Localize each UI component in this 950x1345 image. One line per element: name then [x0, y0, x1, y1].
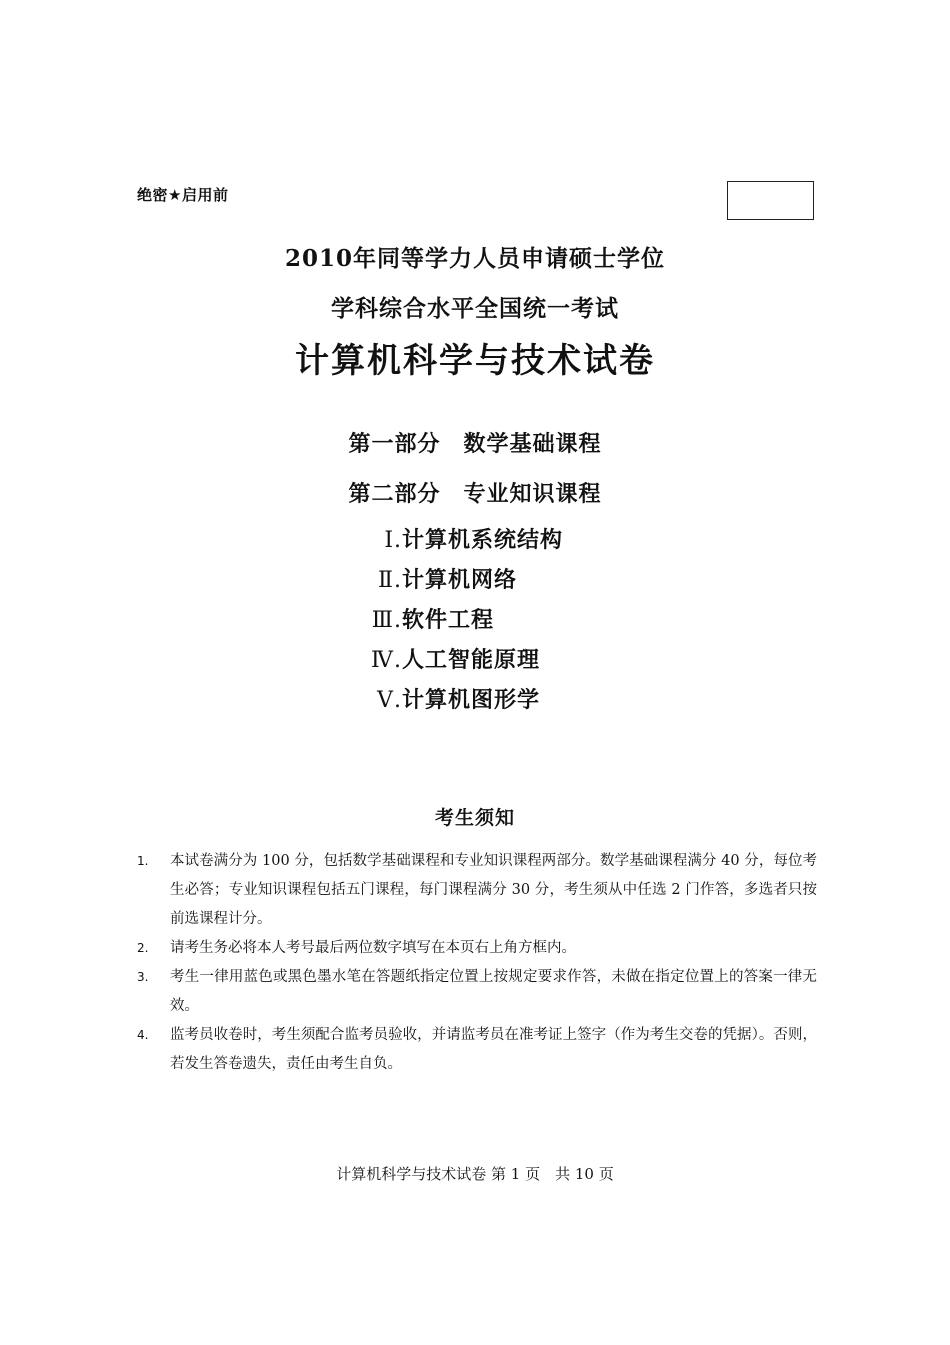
course-name: 计算机系统结构	[402, 528, 564, 553]
notice-item-number: 4.	[137, 1028, 149, 1042]
exam-paper-title: 计算机科学与技术试卷	[295, 341, 655, 381]
part-two-heading: 第二部分 专业知识课程	[348, 482, 602, 507]
course-item	[364, 565, 563, 605]
exam-title-line1: 2010年同等学力人员申请硕士学位	[284, 245, 665, 272]
course-item	[364, 525, 563, 565]
course-name: 软件工程	[402, 608, 495, 633]
course-list	[364, 525, 563, 725]
notice-heading: 考生须知	[434, 807, 515, 829]
notice-item	[137, 934, 817, 963]
notice-item-number: 1.	[137, 854, 149, 868]
course-number: Ⅰ.	[384, 528, 402, 553]
notice-list	[137, 847, 817, 1079]
notice-item-text: 监考员收卷时，考生须配合监考员验收，并请监考员在准考证上签字（作为考生交卷的凭据）。否则，若发生答卷遗失，责任由考生自负。	[170, 1027, 817, 1072]
course-item	[364, 685, 563, 725]
confidentiality-label: 绝密★启用前	[137, 186, 229, 204]
course-number: Ⅱ.	[378, 568, 402, 593]
exam-title-line2: 学科综合水平全国统一考试	[331, 296, 619, 322]
course-name: 计算机网络	[402, 568, 518, 593]
candidate-number-box	[727, 181, 814, 220]
course-item	[364, 645, 563, 685]
notice-item	[137, 1021, 817, 1079]
part-one-heading: 第一部分 数学基础课程	[348, 432, 602, 457]
course-number: Ⅳ.	[371, 648, 402, 673]
course-number: Ⅴ.	[377, 688, 402, 713]
course-name: 人工智能原理	[402, 648, 541, 673]
course-number: Ⅲ.	[371, 608, 402, 633]
notice-item	[137, 963, 817, 1021]
notice-item-number: 3.	[137, 970, 149, 984]
page-footer: 计算机科学与技术试卷 第 1 页 共 10 页	[336, 1165, 614, 1183]
notice-item-number: 2.	[137, 941, 149, 955]
notice-item	[137, 847, 817, 934]
notice-item-text: 请考生务必将本人考号最后两位数字填写在本页右上角方框内。	[170, 940, 576, 956]
notice-item-text: 本试卷满分为 100 分，包括数学基础课程和专业知识课程两部分。数学基础课程满分 40 分，每位考生必答；专业知识课程包括五门课程，每门课程满分 30 分，考生须从中任选 2 门作答，多选者只按前选课程计分。	[170, 853, 817, 927]
course-name: 计算机图形学	[402, 688, 541, 713]
course-item	[364, 605, 563, 645]
notice-item-text: 考生一律用蓝色或黑色墨水笔在答题纸指定位置上按规定要求作答，未做在指定位置上的答案一律无效。	[170, 969, 817, 1014]
